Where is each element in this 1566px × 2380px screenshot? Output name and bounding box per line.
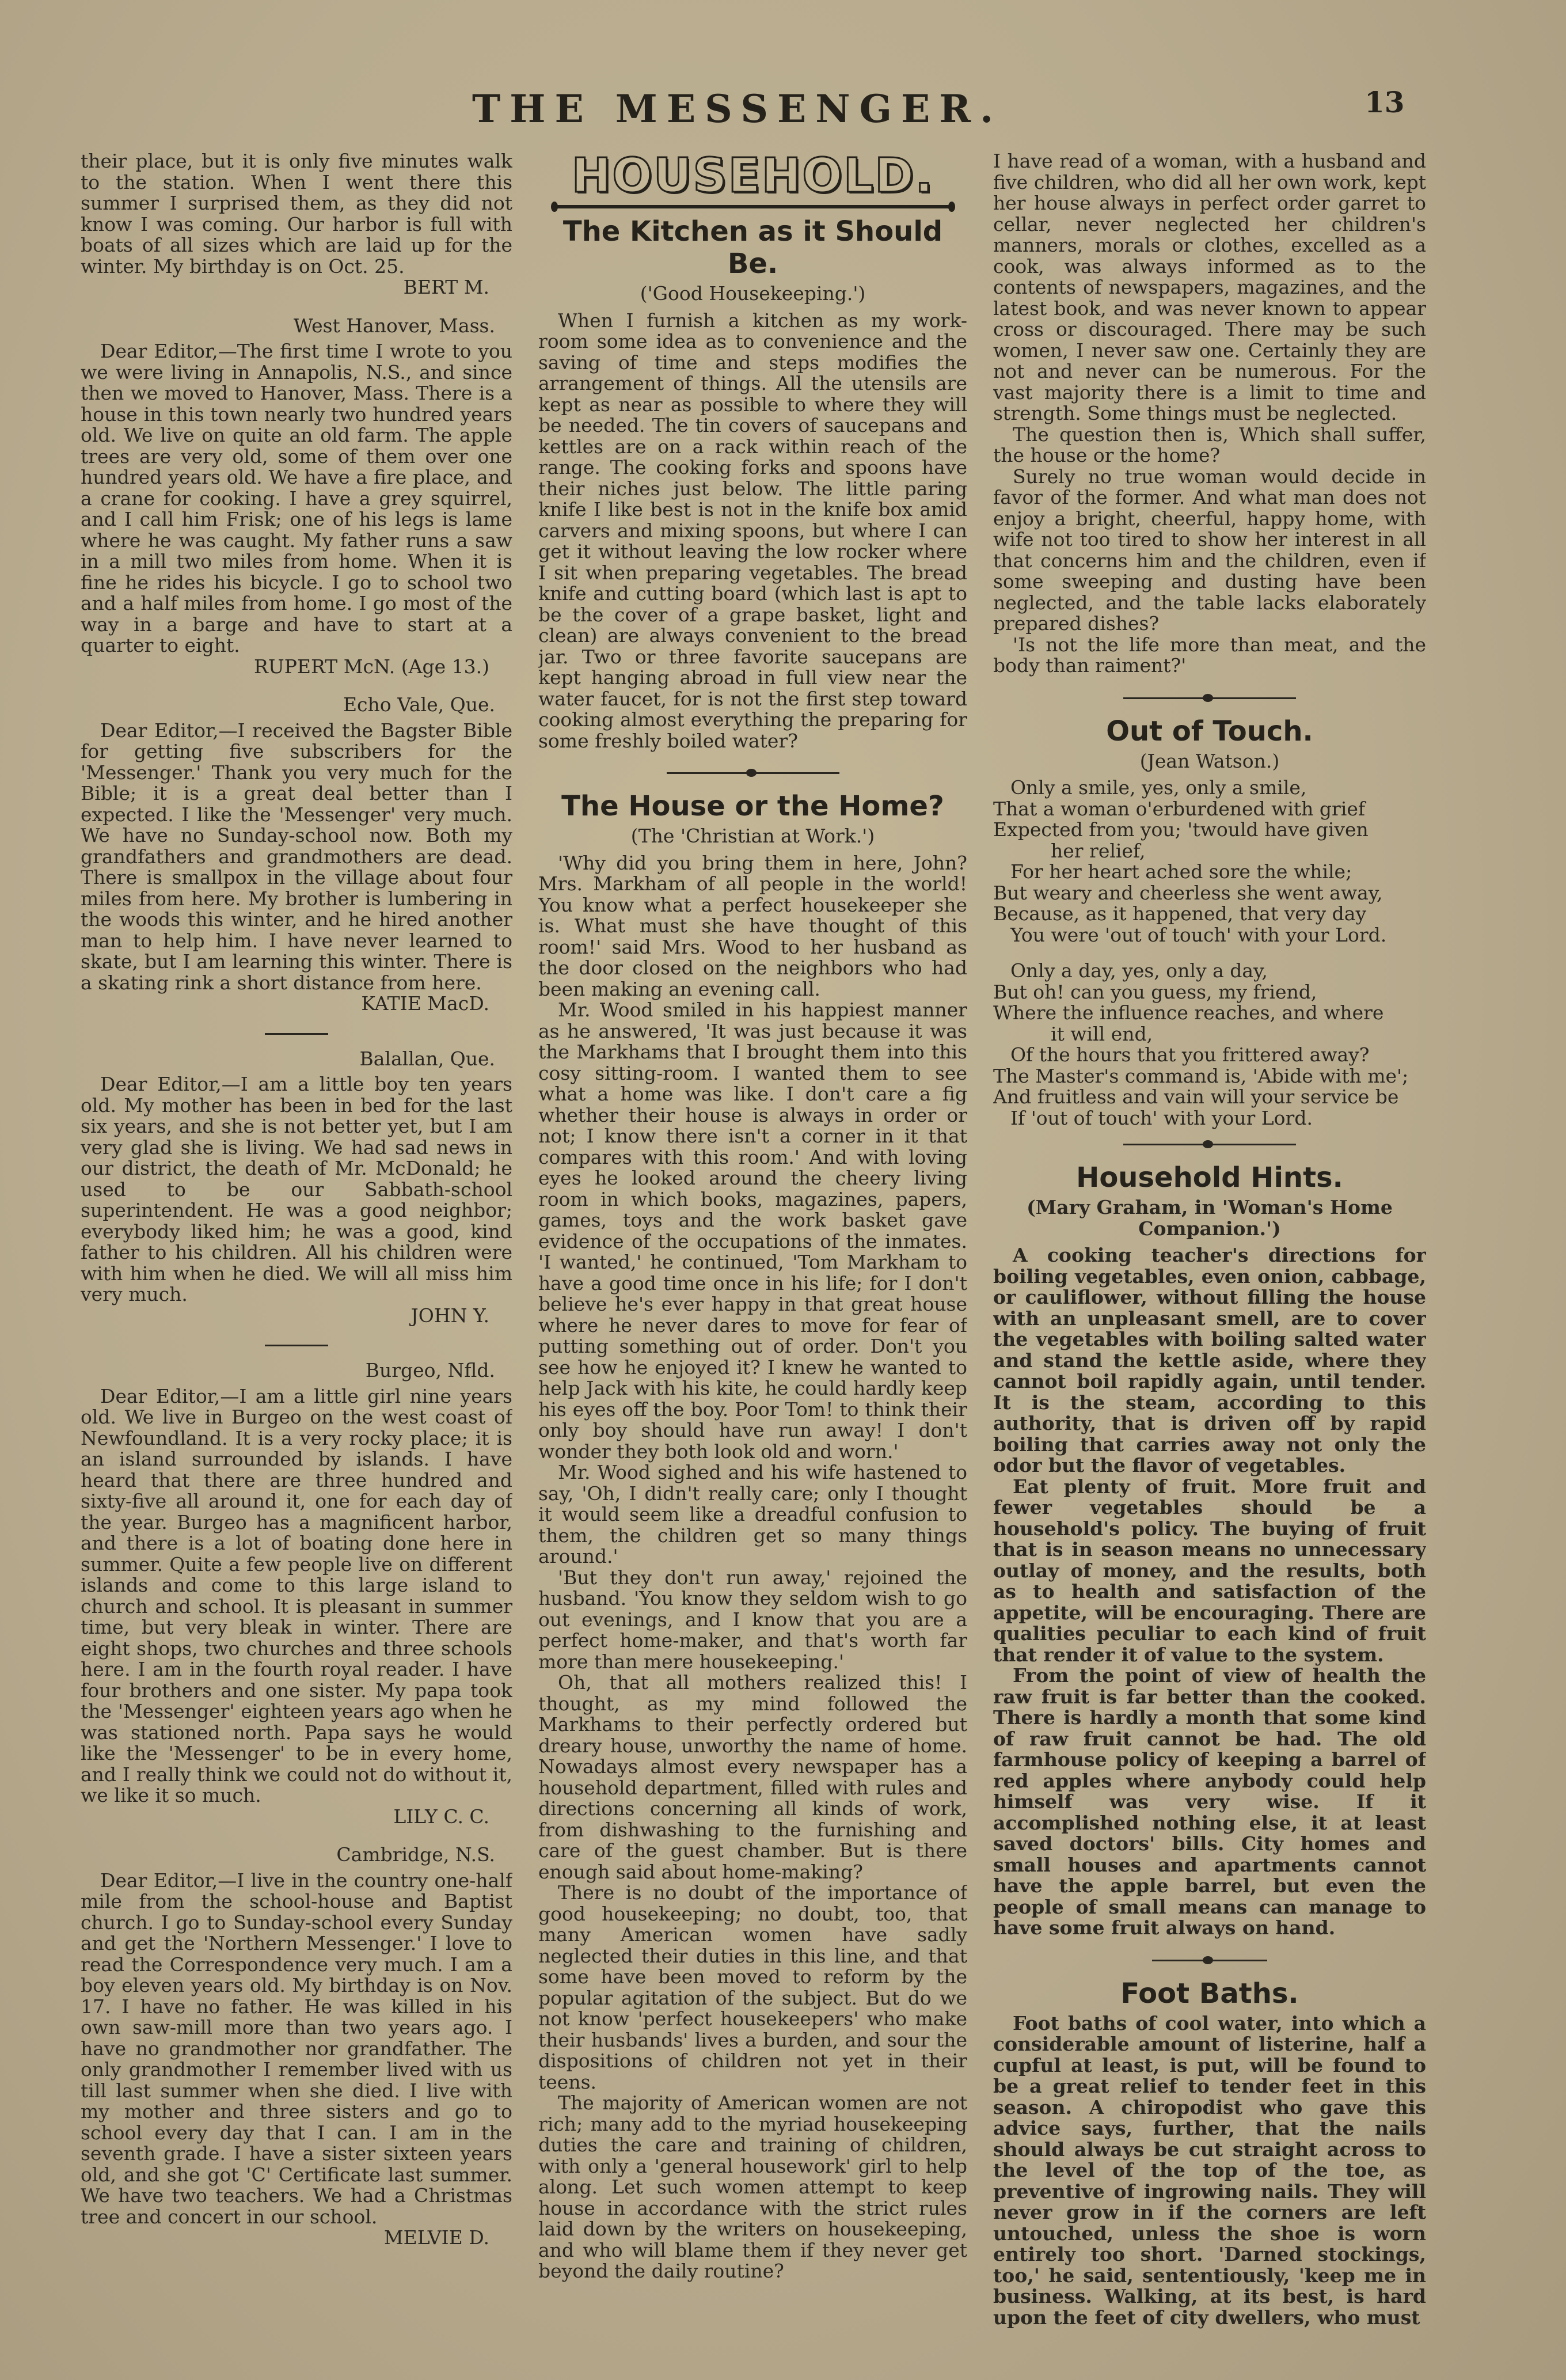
- column-three: [993, 151, 1426, 2362]
- letter-body: Dear Editor,—I live in the country one-half mile from the school-house and Baptist church. I go to Sunday-school every Sunday and get the 'Northern Messenger.' I love to read the Correspondence very much. I am a boy eleven years old. My birthday is on Nov. 17. I have no father. He was killed in his own saw-mill more than two years ago. I have no grandmother nor grandfather. The only grandmother I remember lived with us till last summer when she died. I live with my mother and three sisters and go to school every day that I can. I am in the seventh grade. I have a sister sixteen years old, and she got 'C' Certificate last summer. We have two teachers. We had a Christmas tree and concert in our school.: [81, 1869, 512, 2228]
- poem-line: Where the influence reaches, and where: [993, 1001, 1384, 1024]
- letter-signature: RUPERT McN. (Age 13.): [254, 655, 489, 678]
- poem-line: That a woman o'erburdened with grief: [993, 797, 1366, 820]
- article-paragraph: 'Why did you bring them in here, John? Mrs. Markham of all people in the world! You know what a perfect housekeeper she is. What must she have thought of this room!' said Mrs. Wood to her husband as the door closed on the neighbors who had been making an evening call.: [538, 851, 967, 1000]
- poem-line: But oh! can you guess, my friend,: [993, 980, 1317, 1003]
- article-paragraph: Oh, that all mothers realized this! I thought, as my mind followed the Markhams to their perfectly ordered but dreary house, unworthy the name of home. Nowadays almost every newspaper has a household department, filled with rules and directions concerning all kinds of work, from dishwashing to the furnishing and care of the guest chamber. But is there enough said about home-making?: [538, 1671, 967, 1883]
- section-title: HOUSEHOLD.: [571, 151, 934, 203]
- poem-line: it will end,: [1051, 1022, 1153, 1045]
- section-rule: [554, 205, 952, 208]
- article-title: Household Hints.: [1076, 1161, 1343, 1194]
- article-title: Foot Baths.: [1120, 1977, 1299, 2010]
- letter-place: West Hanover, Mass.: [293, 314, 495, 337]
- article-paragraph: The majority of American women are not rich; many add to the myriad housekeeping duties the care and training of children, with only a 'general housework' girl to help along. Let such women attempt to keep house in accordance with the strict rules laid down by the writers on housekeeping, and who will blame them if they never get beyond the daily routine?: [538, 2091, 967, 2282]
- letter-body: Dear Editor,—I am a little girl nine years old. We live in Burgeo on the west coast of Newfoundland. It is a very rocky place; it is an island surrounded by islands. I have heard that there are three hundred and sixty-five all around it, one for each day of the year. Burgeo has a magnificent harbor, and there is a lot of boating done here in summer. Quite a few people live on different islands and come to this large island to church and school. It is pleasant in summer time, but very bleak in winter. There are eight shops, two churches and three schools here. I am in the fourth royal reader. I have four brothers and one sister. My papa took the 'Messenger' eighteen years ago when he was stationed north. Papa says he would like the 'Messenger' to be in every home, and I really think we could not do without it, we like it so much.: [81, 1384, 512, 1806]
- poem-line: her relief,: [1051, 839, 1146, 862]
- letter-body: Dear Editor,—The first time I wrote to you we were living in Annapolis, N.S., and since then we moved to Hanover, Mass. There is a house in this town nearly two hundred years old. We live on quite an old farm. The apple trees are very old, some of them over one hundred years old. We have a fire place, and a crane for cooking. I have a grey squirrel, and I call him Frisk; one of his legs is lame where he was caught. My father runs a saw in a mill two miles from home. When it is fine he rides his bicycle. I go to school two and a half miles from home. I go most of the way in a barge and have to start at a quarter to eight.: [81, 340, 512, 656]
- newspaper-title: THE MESSENGER.: [472, 86, 1003, 131]
- article-paragraph: From the point of view of health the raw fruit is far better than the cooked. There is hardly a month that some kind of raw fruit cannot be had. The old farmhouse policy of keeping a barrel of red apples where anybody could help himself was very wise. If it accomplished nothing else, it at least saved doctors' bills. City homes and small houses and apartments cannot have the apple barrel, but even the people of small means can manage to have some fruit always on hand.: [993, 1664, 1426, 1939]
- poem-line: Expected from you; 'twould have given: [993, 818, 1369, 841]
- poem-line: If 'out of touch' with your Lord.: [1010, 1106, 1313, 1129]
- article-paragraph: A cooking teacher's directions for boiling vegetables, even onion, cabbage, or cauliflower, without filling the house with an unpleasant smell, are to cover the vegetables with boiling salted water and stand the kettle aside, where they cannot boil rapidly again, until tender. It is the steam, according to this authority, that is driven off by rapid boiling that carries away not only the odor but the flavor of vegetables.: [993, 1244, 1426, 1476]
- article-paragraph: 'But they don't run away,' rejoined the husband. 'You know they seldom wish to go out evenings, and I know that you are a perfect home-maker, and that's worth far more than mere housekeeping.': [538, 1566, 967, 1673]
- poem-line: Of the hours that you frittered away?: [1010, 1043, 1370, 1066]
- poem-author: (Jean Watson.): [1139, 749, 1280, 772]
- divider-rule: [1123, 697, 1296, 699]
- letter-body: Dear Editor,—I received the Bagster Bible for getting five subscribers for the 'Messenger.' Thank you very much for the Bible; it is a great deal better than I expected. I like the 'Messenger' very much. We have no Sunday-school now. Both my grandfathers and grandmothers are dead. There is smallpox in the village about four miles from here. My brother is lumbering in the woods this winter, and he hired another man to help him. I have never learned to skate, but I am learning this winter. There is a skating rink a short distance from here.: [81, 719, 512, 994]
- article-paragraph: Eat plenty of fruit. More fruit and fewer vegetables should be a household's policy. The buying of fruit that is in season means no unnecessary outlay of money, and the results, both as to health and satisfaction of the appetite, will be encouraging. There are qualities peculiar to each kind of fruit that render it of value to the system.: [993, 1475, 1426, 1666]
- poem-stanza: [993, 961, 1426, 1129]
- article-paragraph: The question then is, Which shall suffer, the house or the home?: [993, 423, 1426, 466]
- column-correspondence: [81, 151, 512, 2362]
- article-paragraph: Mr. Wood sighed and his wife hastened to say, 'Oh, I didn't really care; only I thought it would seem like a dreadful confusion to them, the children get so many things around.': [538, 1461, 967, 1567]
- article-paragraph: I have read of a woman, with a husband and five children, who did all her own work, kept her house always in perfect order garret to cellar, never neglected her children's manners, morals or clothes, excelled as a cook, was always informed as to the contents of newspapers, magazines, and the latest book, and was never known to appear cross or discouraged. There may be such women, I never saw one. Certainly they are not and never can be numerous. For the vast majority there is a limit to time and strength. Some things must be neglected.: [993, 151, 1426, 424]
- column-household: [538, 151, 967, 2362]
- letter-signature: JOHN Y.: [410, 1304, 489, 1327]
- poem-line: But weary and cheerless she went away,: [993, 881, 1383, 904]
- poem-title: Out of Touch.: [1106, 715, 1313, 747]
- article-source: ('Good Housekeeping.'): [640, 282, 866, 305]
- letter-body: Dear Editor,—I am a little boy ten years old. My mother has been in bed for the last six years, and she is not better yet, but I am very glad she is living. We had sad news in our district, the death of Mr. McDonald; he used to be our Sabbath-school superintendent. He was a good neighbor; everybody liked him; he was a good, kind father to his children. All his children were with him when he died. We will all miss him very much.: [81, 1073, 512, 1305]
- divider-rule: [1123, 1144, 1296, 1145]
- letter-place: Echo Vale, Que.: [343, 693, 495, 716]
- article-paragraph: There is no doubt of the importance of good housekeeping; no doubt, too, that many American women have sadly neglected their duties in this line, and that some have been moved to reform by the popular agitation of the subject. But do we not know 'perfect housekeepers' who make their husbands' lives a burden, and sour the dispositions of children not yet in their teens.: [538, 1881, 967, 2093]
- article-title: The Kitchen as it Should Be.: [562, 215, 943, 280]
- article-paragraph: When I furnish a kitchen as my work-room some idea as to convenience and the saving of time and steps modifies the arrangement of things. All the utensils are kept as near as possible to where they will be needed. The tin covers of saucepans and kettles are on a rack within reach of the range. The cooking forks and spoons have their niches just below. The little paring knife I like best is not in the knife box amid carvers and mixing spoons, but where I can get it without leaving the low rocker where I sit when preparing vegetables. The bread knife and cutting board (which last is apt to be the cover of a grape basket, light and clean) are always convenient to the bread jar. Two or three favorite saucepans are kept hanging abroad in full view near the water faucet, for is not the first step toward cooking almost everything the preparing for some freshly boiled water?: [538, 309, 967, 752]
- article-source: (Mary Graham, in 'Woman's Home Companion.'): [1027, 1196, 1393, 1240]
- poem-stanza: [993, 777, 1426, 946]
- divider-rule: [667, 772, 839, 774]
- letter-place: Balallan, Que.: [359, 1047, 495, 1070]
- article-title: The House or the Home?: [561, 790, 944, 822]
- article-paragraph: Foot baths of cool water, into which a considerable amount of listerine, half a cupful at least, is put, will be found to be a great relief to tender feet in this season. A chiropodist who gave this advice says, further, that the nails should always be cut straight across to the level of the top of the toe, as preventive of ingrowing nails. They will never grow in if the corners are left untouched, unless the shoe is worn entirely too short. 'Darned stockings, too,' he said, sententiously, 'keep me in business. Walking, at its best, is hard upon the feet of city dwellers, who must: [993, 2011, 1426, 2329]
- letter-signature: BERT M.: [403, 276, 489, 298]
- letter-place: Cambridge, N.S.: [336, 1843, 495, 1866]
- poem-line: You were 'out of touch' with your Lord.: [1010, 923, 1387, 946]
- letter-body: their place, but it is only five minutes walk to the station. When I went there this summer I surprised them, as they did not know I was coming. Our harbor is full with boats of all sizes which are laid up for the winter. My birthday is on Oct. 25.: [81, 151, 512, 278]
- divider-rule: [1152, 1960, 1267, 1961]
- divider-rule: [265, 1345, 328, 1346]
- article-paragraph: Mr. Wood smiled in his happiest manner as he answered, 'It was just because it was the Markhams that I brought them into this cosy sitting-room. I wanted them to see what a home was like. I don't care a fig whether their house is always in order or not; I know there isn't a corner in it that compares with this room.' And with loving eyes he looked around the cheery living room in which books, magazines, papers, games, toys and the work basket gave evidence of the occupations of the inmates. 'I wanted,' he continued, 'Tom Markham to have a good time once in his life; for I don't believe he's ever happy in that great house where he never dares to move for fear of putting something out of order. Don't you see how he enjoyed it? I knew he wanted to help Jack with his kite, he could hardly keep his eyes off the boy. Poor Tom! to think their only boy should have run away! I don't wonder they both look old and worn.': [538, 999, 967, 1463]
- masthead: [0, 75, 1566, 144]
- article-paragraph: Surely no true woman would decide in favor of the former. And what man does not enjoy a bright, cheerful, happy home, with wife not too tired to show her interest in all that concerns him and the children, even if some sweeping and dusting have been neglected, and the table lacks elaborately prepared dishes?: [993, 465, 1426, 635]
- divider-rule: [265, 1033, 328, 1035]
- poem-line: The Master's command is, 'Abide with me';: [993, 1064, 1409, 1087]
- poem-line: Only a smile, yes, only a smile,: [1010, 776, 1307, 799]
- article-source: (The 'Christian at Work.'): [630, 825, 875, 847]
- poem-line: Only a day, yes, only a day,: [1010, 959, 1268, 982]
- letter-place: Burgeo, Nfld.: [365, 1359, 495, 1381]
- letter-signature: MELVIE D.: [383, 2226, 489, 2249]
- article-paragraph: 'Is not the life more than meat, and the body than raiment?': [993, 633, 1426, 677]
- page-number: 13: [1364, 85, 1405, 119]
- letter-signature: LILY C. C.: [393, 1805, 489, 1828]
- poem-line: For her heart ached sore the while;: [1010, 860, 1352, 883]
- poem-line: And fruitless and vain will your service be: [993, 1085, 1399, 1108]
- letter-signature: KATIE MacD.: [361, 992, 489, 1015]
- poem-line: Because, as it happened, that very day: [993, 902, 1367, 925]
